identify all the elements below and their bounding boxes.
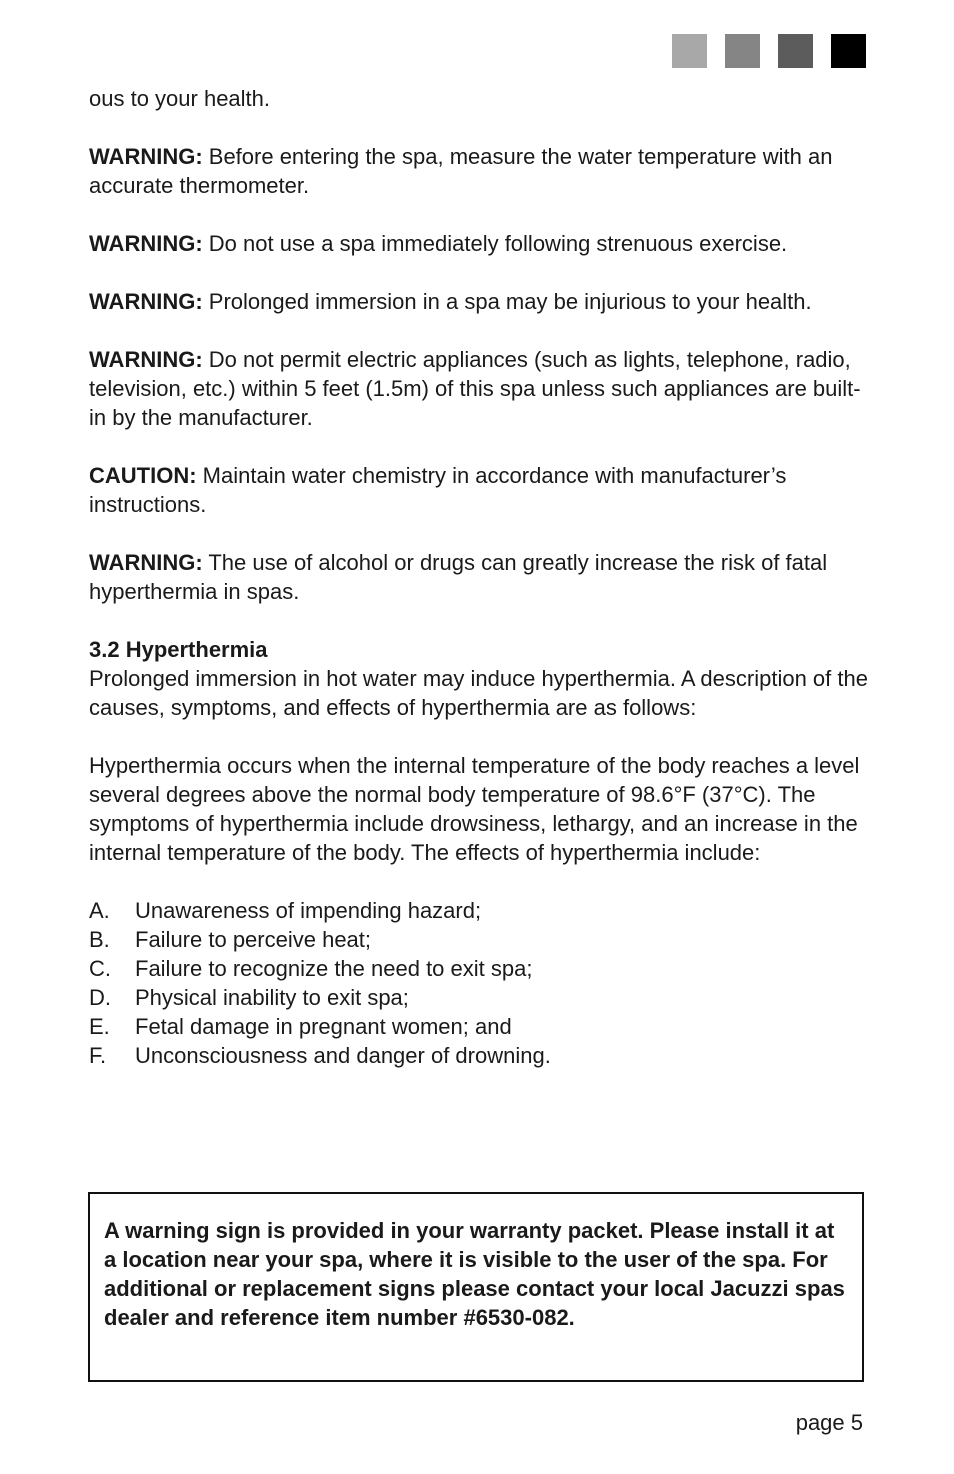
section-heading: 3.2 Hyperthermia: [89, 637, 268, 662]
effects-list: [89, 896, 869, 1070]
warning-electric-appliances: [89, 345, 869, 432]
section-intro: Prolonged immersion in hot water may induce hyperthermia. A description of the causes, symptoms, and effects of hyperthermia are as follows:: [89, 666, 868, 720]
list-letter: E.: [89, 1014, 110, 1039]
list-letter: D.: [89, 985, 111, 1010]
continued-text: [89, 84, 869, 113]
warning-sign-notice-box: [88, 1192, 864, 1382]
warning-label: WARNING:: [89, 550, 203, 575]
list-letter: B.: [89, 927, 110, 952]
warning-alcohol-drugs: [89, 548, 869, 606]
list-text: Failure to recognize the need to exit spa;: [135, 956, 533, 981]
black-swatch: [831, 34, 866, 68]
warning-thermometer: [89, 142, 869, 200]
warning-label: WARNING:: [89, 231, 203, 256]
warning-text: Do not use a spa immediately following strenuous exercise.: [202, 231, 788, 256]
list-text: Unconsciousness and danger of drowning.: [135, 1043, 551, 1068]
warning-text: Do not permit electric appliances (such as lights, telephone, radio, television, etc.) within 5 feet (1.5m) of this spa unless such appliances are built-in by the manufacturer.: [89, 347, 861, 430]
warning-text: Before entering the spa, measure the water temperature with an accurate thermometer.: [89, 144, 833, 198]
notice-text: A warning sign is provided in your warranty packet. Please install it at a location near your spa, where it is visible to the user of the spa. For additional or replacement signs please contact your local Jacuzzi spas dealer and reference item number #6530-082.: [104, 1218, 845, 1330]
list-text: Failure to perceive heat;: [135, 927, 372, 952]
caution-text: Maintain water chemistry in accordance with manufacturer’s instructions.: [89, 463, 787, 517]
list-letter: A.: [89, 898, 110, 923]
section-body: Hyperthermia occurs when the internal temperature of the body reaches a level several degrees above the normal body temperature of 98.6°F (37°C). The symptoms of hyperthermia include drowsiness, lethargy, and an increase in the internal temperature of the body. The effects of hyperthermia include:: [89, 753, 860, 865]
caution-water-chemistry: [89, 461, 869, 519]
gray-swatch-3: [778, 34, 813, 68]
caution-label: CAUTION:: [89, 463, 197, 488]
list-item: [89, 925, 869, 954]
list-item: [89, 954, 869, 983]
paragraph-text: ous to your health.: [89, 86, 271, 111]
warning-text: Prolonged immersion in a spa may be injurious to your health.: [202, 289, 812, 314]
warning-exercise: [89, 229, 869, 258]
list-item: [89, 983, 869, 1012]
list-item: [89, 1012, 869, 1041]
warning-label: WARNING:: [89, 289, 203, 314]
list-text: Unawareness of impending hazard;: [135, 898, 482, 923]
list-text: Fetal damage in pregnant women; and: [135, 1014, 512, 1039]
list-text: Physical inability to exit spa;: [135, 985, 409, 1010]
warning-prolonged-immersion: [89, 287, 869, 316]
list-item: [89, 1041, 869, 1070]
warning-label: WARNING:: [89, 347, 203, 372]
page-number: page 5: [795, 1410, 863, 1435]
page-content: [89, 84, 869, 1070]
warning-label: WARNING:: [89, 144, 203, 169]
list-letter: F.: [89, 1043, 107, 1068]
list-letter: C.: [89, 956, 111, 981]
gray-swatch-2: [725, 34, 760, 68]
warning-text: The use of alcohol or drugs can greatly increase the risk of fatal hyperthermia in spas.: [89, 550, 828, 604]
list-item: [89, 896, 869, 925]
header-swatches: [672, 34, 866, 68]
gray-swatch-1: [672, 34, 707, 68]
